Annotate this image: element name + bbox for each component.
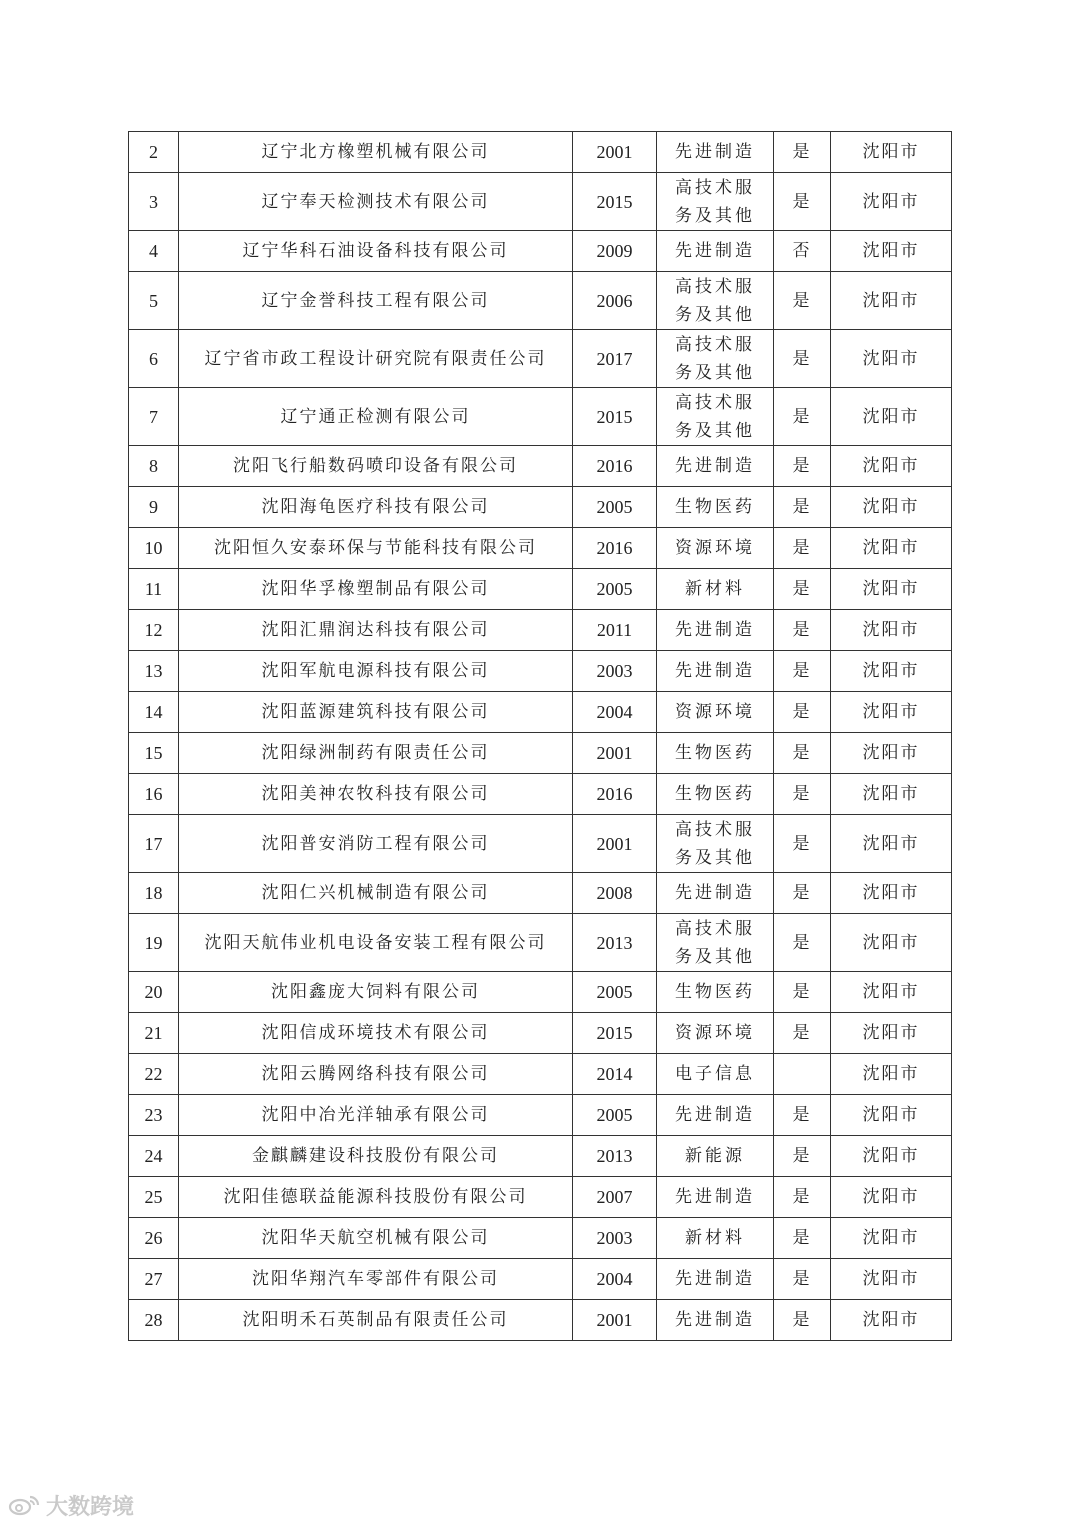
cell-city: 沈阳市: [831, 733, 952, 774]
cell-number: 20: [129, 972, 179, 1013]
table-row: [129, 231, 952, 272]
cell-field: 高技术服务及其他: [657, 272, 774, 330]
table-row: [129, 972, 952, 1013]
table-row: [129, 569, 952, 610]
table-row: [129, 330, 952, 388]
cell-field: 高技术服务及其他: [657, 914, 774, 972]
weibo-logo-icon: [8, 1493, 42, 1517]
table-row: [129, 1259, 952, 1300]
table-row: [129, 272, 952, 330]
cell-company-name: 沈阳天航伟业机电设备安装工程有限公司: [179, 914, 573, 972]
cell-number: 28: [129, 1300, 179, 1341]
table-row: [129, 815, 952, 873]
cell-flag: 是: [774, 1013, 831, 1054]
cell-field: 新材料: [657, 569, 774, 610]
cell-flag: 是: [774, 914, 831, 972]
cell-city: 沈阳市: [831, 388, 952, 446]
cell-company-name: 金麒麟建设科技股份有限公司: [179, 1136, 573, 1177]
cell-year: 2001: [573, 733, 657, 774]
cell-year: 2005: [573, 1095, 657, 1136]
cell-company-name: 沈阳海龟医疗科技有限公司: [179, 487, 573, 528]
cell-field: 先进制造: [657, 132, 774, 173]
cell-field: 资源环境: [657, 692, 774, 733]
table-row: [129, 132, 952, 173]
cell-field: 电子信息: [657, 1054, 774, 1095]
cell-company-name: 沈阳蓝源建筑科技有限公司: [179, 692, 573, 733]
cell-city: 沈阳市: [831, 774, 952, 815]
cell-flag: 是: [774, 692, 831, 733]
cell-field: 新能源: [657, 1136, 774, 1177]
cell-field: 先进制造: [657, 1300, 774, 1341]
cell-number: 18: [129, 873, 179, 914]
cell-flag: [774, 1054, 831, 1095]
cell-city: 沈阳市: [831, 914, 952, 972]
cell-city: 沈阳市: [831, 610, 952, 651]
cell-company-name: 沈阳普安消防工程有限公司: [179, 815, 573, 873]
cell-company-name: 沈阳信成环境技术有限公司: [179, 1013, 573, 1054]
cell-flag: 是: [774, 272, 831, 330]
cell-year: 2004: [573, 1259, 657, 1300]
cell-number: 26: [129, 1218, 179, 1259]
cell-year: 2003: [573, 1218, 657, 1259]
cell-flag: 是: [774, 1095, 831, 1136]
table-row: [129, 388, 952, 446]
cell-number: 25: [129, 1177, 179, 1218]
table-row: [129, 446, 952, 487]
cell-number: 17: [129, 815, 179, 873]
cell-year: 2005: [573, 487, 657, 528]
cell-field: 生物医药: [657, 972, 774, 1013]
cell-field: 先进制造: [657, 1259, 774, 1300]
cell-flag: 否: [774, 231, 831, 272]
cell-flag: 是: [774, 733, 831, 774]
cell-number: 9: [129, 487, 179, 528]
cell-year: 2006: [573, 272, 657, 330]
table-row: [129, 1013, 952, 1054]
cell-number: 11: [129, 569, 179, 610]
cell-city: 沈阳市: [831, 873, 952, 914]
cell-field: 资源环境: [657, 1013, 774, 1054]
cell-field: 先进制造: [657, 1177, 774, 1218]
table-row: [129, 1136, 952, 1177]
cell-city: 沈阳市: [831, 446, 952, 487]
cell-field: 先进制造: [657, 446, 774, 487]
cell-company-name: 沈阳飞行船数码喷印设备有限公司: [179, 446, 573, 487]
cell-year: 2001: [573, 815, 657, 873]
cell-field: 生物医药: [657, 487, 774, 528]
cell-company-name: 沈阳汇鼎润达科技有限公司: [179, 610, 573, 651]
cell-company-name: 辽宁华科石油设备科技有限公司: [179, 231, 573, 272]
cell-city: 沈阳市: [831, 132, 952, 173]
cell-year: 2001: [573, 1300, 657, 1341]
cell-company-name: 沈阳佳德联益能源科技股份有限公司: [179, 1177, 573, 1218]
cell-flag: 是: [774, 528, 831, 569]
table-row: [129, 1218, 952, 1259]
cell-number: 2: [129, 132, 179, 173]
cell-city: 沈阳市: [831, 1054, 952, 1095]
cell-flag: 是: [774, 173, 831, 231]
cell-city: 沈阳市: [831, 272, 952, 330]
cell-number: 15: [129, 733, 179, 774]
cell-flag: 是: [774, 1136, 831, 1177]
cell-field: 资源环境: [657, 528, 774, 569]
cell-number: 8: [129, 446, 179, 487]
cell-flag: 是: [774, 487, 831, 528]
cell-city: 沈阳市: [831, 173, 952, 231]
table-row: [129, 733, 952, 774]
cell-number: 22: [129, 1054, 179, 1095]
cell-city: 沈阳市: [831, 1013, 952, 1054]
watermark: [8, 1490, 134, 1520]
cell-year: 2014: [573, 1054, 657, 1095]
cell-year: 2013: [573, 1136, 657, 1177]
table-row: [129, 528, 952, 569]
cell-company-name: 辽宁金誉科技工程有限公司: [179, 272, 573, 330]
cell-year: 2001: [573, 132, 657, 173]
cell-company-name: 沈阳华翔汽车零部件有限公司: [179, 1259, 573, 1300]
cell-year: 2005: [573, 972, 657, 1013]
cell-number: 5: [129, 272, 179, 330]
cell-company-name: 辽宁奉天检测技术有限公司: [179, 173, 573, 231]
cell-field: 生物医药: [657, 733, 774, 774]
cell-city: 沈阳市: [831, 330, 952, 388]
cell-city: 沈阳市: [831, 1136, 952, 1177]
cell-number: 23: [129, 1095, 179, 1136]
cell-city: 沈阳市: [831, 231, 952, 272]
cell-year: 2017: [573, 330, 657, 388]
cell-flag: 是: [774, 873, 831, 914]
cell-company-name: 沈阳云腾网络科技有限公司: [179, 1054, 573, 1095]
cell-company-name: 沈阳军航电源科技有限公司: [179, 651, 573, 692]
cell-city: 沈阳市: [831, 1095, 952, 1136]
cell-year: 2003: [573, 651, 657, 692]
cell-company-name: 辽宁通正检测有限公司: [179, 388, 573, 446]
table-row: [129, 774, 952, 815]
cell-field: 新材料: [657, 1218, 774, 1259]
cell-city: 沈阳市: [831, 528, 952, 569]
cell-flag: 是: [774, 1218, 831, 1259]
cell-company-name: 沈阳恒久安泰环保与节能科技有限公司: [179, 528, 573, 569]
cell-flag: 是: [774, 774, 831, 815]
cell-flag: 是: [774, 446, 831, 487]
cell-company-name: 沈阳华孚橡塑制品有限公司: [179, 569, 573, 610]
cell-year: 2016: [573, 774, 657, 815]
table-row: [129, 1054, 952, 1095]
cell-company-name: 沈阳绿洲制药有限责任公司: [179, 733, 573, 774]
cell-year: 2009: [573, 231, 657, 272]
cell-year: 2016: [573, 528, 657, 569]
cell-city: 沈阳市: [831, 487, 952, 528]
cell-number: 13: [129, 651, 179, 692]
cell-city: 沈阳市: [831, 1300, 952, 1341]
cell-year: 2004: [573, 692, 657, 733]
table-row: [129, 487, 952, 528]
cell-number: 7: [129, 388, 179, 446]
cell-number: 27: [129, 1259, 179, 1300]
cell-number: 10: [129, 528, 179, 569]
cell-field: 先进制造: [657, 1095, 774, 1136]
table-row: [129, 651, 952, 692]
cell-number: 12: [129, 610, 179, 651]
table-row: [129, 1177, 952, 1218]
watermark-text: 大数跨境: [46, 1494, 135, 1520]
cell-number: 4: [129, 231, 179, 272]
cell-field: 先进制造: [657, 231, 774, 272]
cell-city: 沈阳市: [831, 569, 952, 610]
cell-company-name: 沈阳中冶光洋轴承有限公司: [179, 1095, 573, 1136]
table-body: [129, 132, 952, 1341]
cell-number: 24: [129, 1136, 179, 1177]
cell-company-name: 沈阳美神农牧科技有限公司: [179, 774, 573, 815]
cell-number: 14: [129, 692, 179, 733]
cell-field: 高技术服务及其他: [657, 173, 774, 231]
cell-flag: 是: [774, 330, 831, 388]
cell-company-name: 辽宁北方橡塑机械有限公司: [179, 132, 573, 173]
cell-flag: 是: [774, 569, 831, 610]
enterprise-table: [128, 131, 952, 1341]
table-row: [129, 873, 952, 914]
cell-field: 生物医药: [657, 774, 774, 815]
cell-field: 先进制造: [657, 610, 774, 651]
cell-year: 2007: [573, 1177, 657, 1218]
table-row: [129, 1300, 952, 1341]
cell-number: 3: [129, 173, 179, 231]
cell-company-name: 沈阳明禾石英制品有限责任公司: [179, 1300, 573, 1341]
cell-flag: 是: [774, 1300, 831, 1341]
cell-year: 2005: [573, 569, 657, 610]
table-row: [129, 610, 952, 651]
cell-city: 沈阳市: [831, 1218, 952, 1259]
table-row: [129, 173, 952, 231]
cell-field: 高技术服务及其他: [657, 330, 774, 388]
cell-flag: 是: [774, 815, 831, 873]
cell-city: 沈阳市: [831, 692, 952, 733]
cell-city: 沈阳市: [831, 1259, 952, 1300]
cell-flag: 是: [774, 610, 831, 651]
cell-flag: 是: [774, 651, 831, 692]
cell-year: 2015: [573, 173, 657, 231]
cell-field: 高技术服务及其他: [657, 815, 774, 873]
cell-field: 先进制造: [657, 651, 774, 692]
cell-year: 2015: [573, 388, 657, 446]
cell-year: 2013: [573, 914, 657, 972]
cell-flag: 是: [774, 1259, 831, 1300]
cell-flag: 是: [774, 132, 831, 173]
cell-year: 2008: [573, 873, 657, 914]
table-row: [129, 1095, 952, 1136]
cell-number: 21: [129, 1013, 179, 1054]
cell-year: 2016: [573, 446, 657, 487]
cell-company-name: 沈阳鑫庞大饲料有限公司: [179, 972, 573, 1013]
cell-number: 6: [129, 330, 179, 388]
cell-company-name: 沈阳仁兴机械制造有限公司: [179, 873, 573, 914]
cell-city: 沈阳市: [831, 651, 952, 692]
cell-number: 16: [129, 774, 179, 815]
cell-flag: 是: [774, 388, 831, 446]
table-row: [129, 692, 952, 733]
cell-city: 沈阳市: [831, 972, 952, 1013]
cell-flag: 是: [774, 972, 831, 1013]
cell-year: 2011: [573, 610, 657, 651]
table-row: [129, 914, 952, 972]
cell-city: 沈阳市: [831, 815, 952, 873]
cell-city: 沈阳市: [831, 1177, 952, 1218]
cell-flag: 是: [774, 1177, 831, 1218]
cell-company-name: 沈阳华天航空机械有限公司: [179, 1218, 573, 1259]
cell-year: 2015: [573, 1013, 657, 1054]
cell-field: 高技术服务及其他: [657, 388, 774, 446]
cell-company-name: 辽宁省市政工程设计研究院有限责任公司: [179, 330, 573, 388]
cell-number: 19: [129, 914, 179, 972]
cell-field: 先进制造: [657, 873, 774, 914]
